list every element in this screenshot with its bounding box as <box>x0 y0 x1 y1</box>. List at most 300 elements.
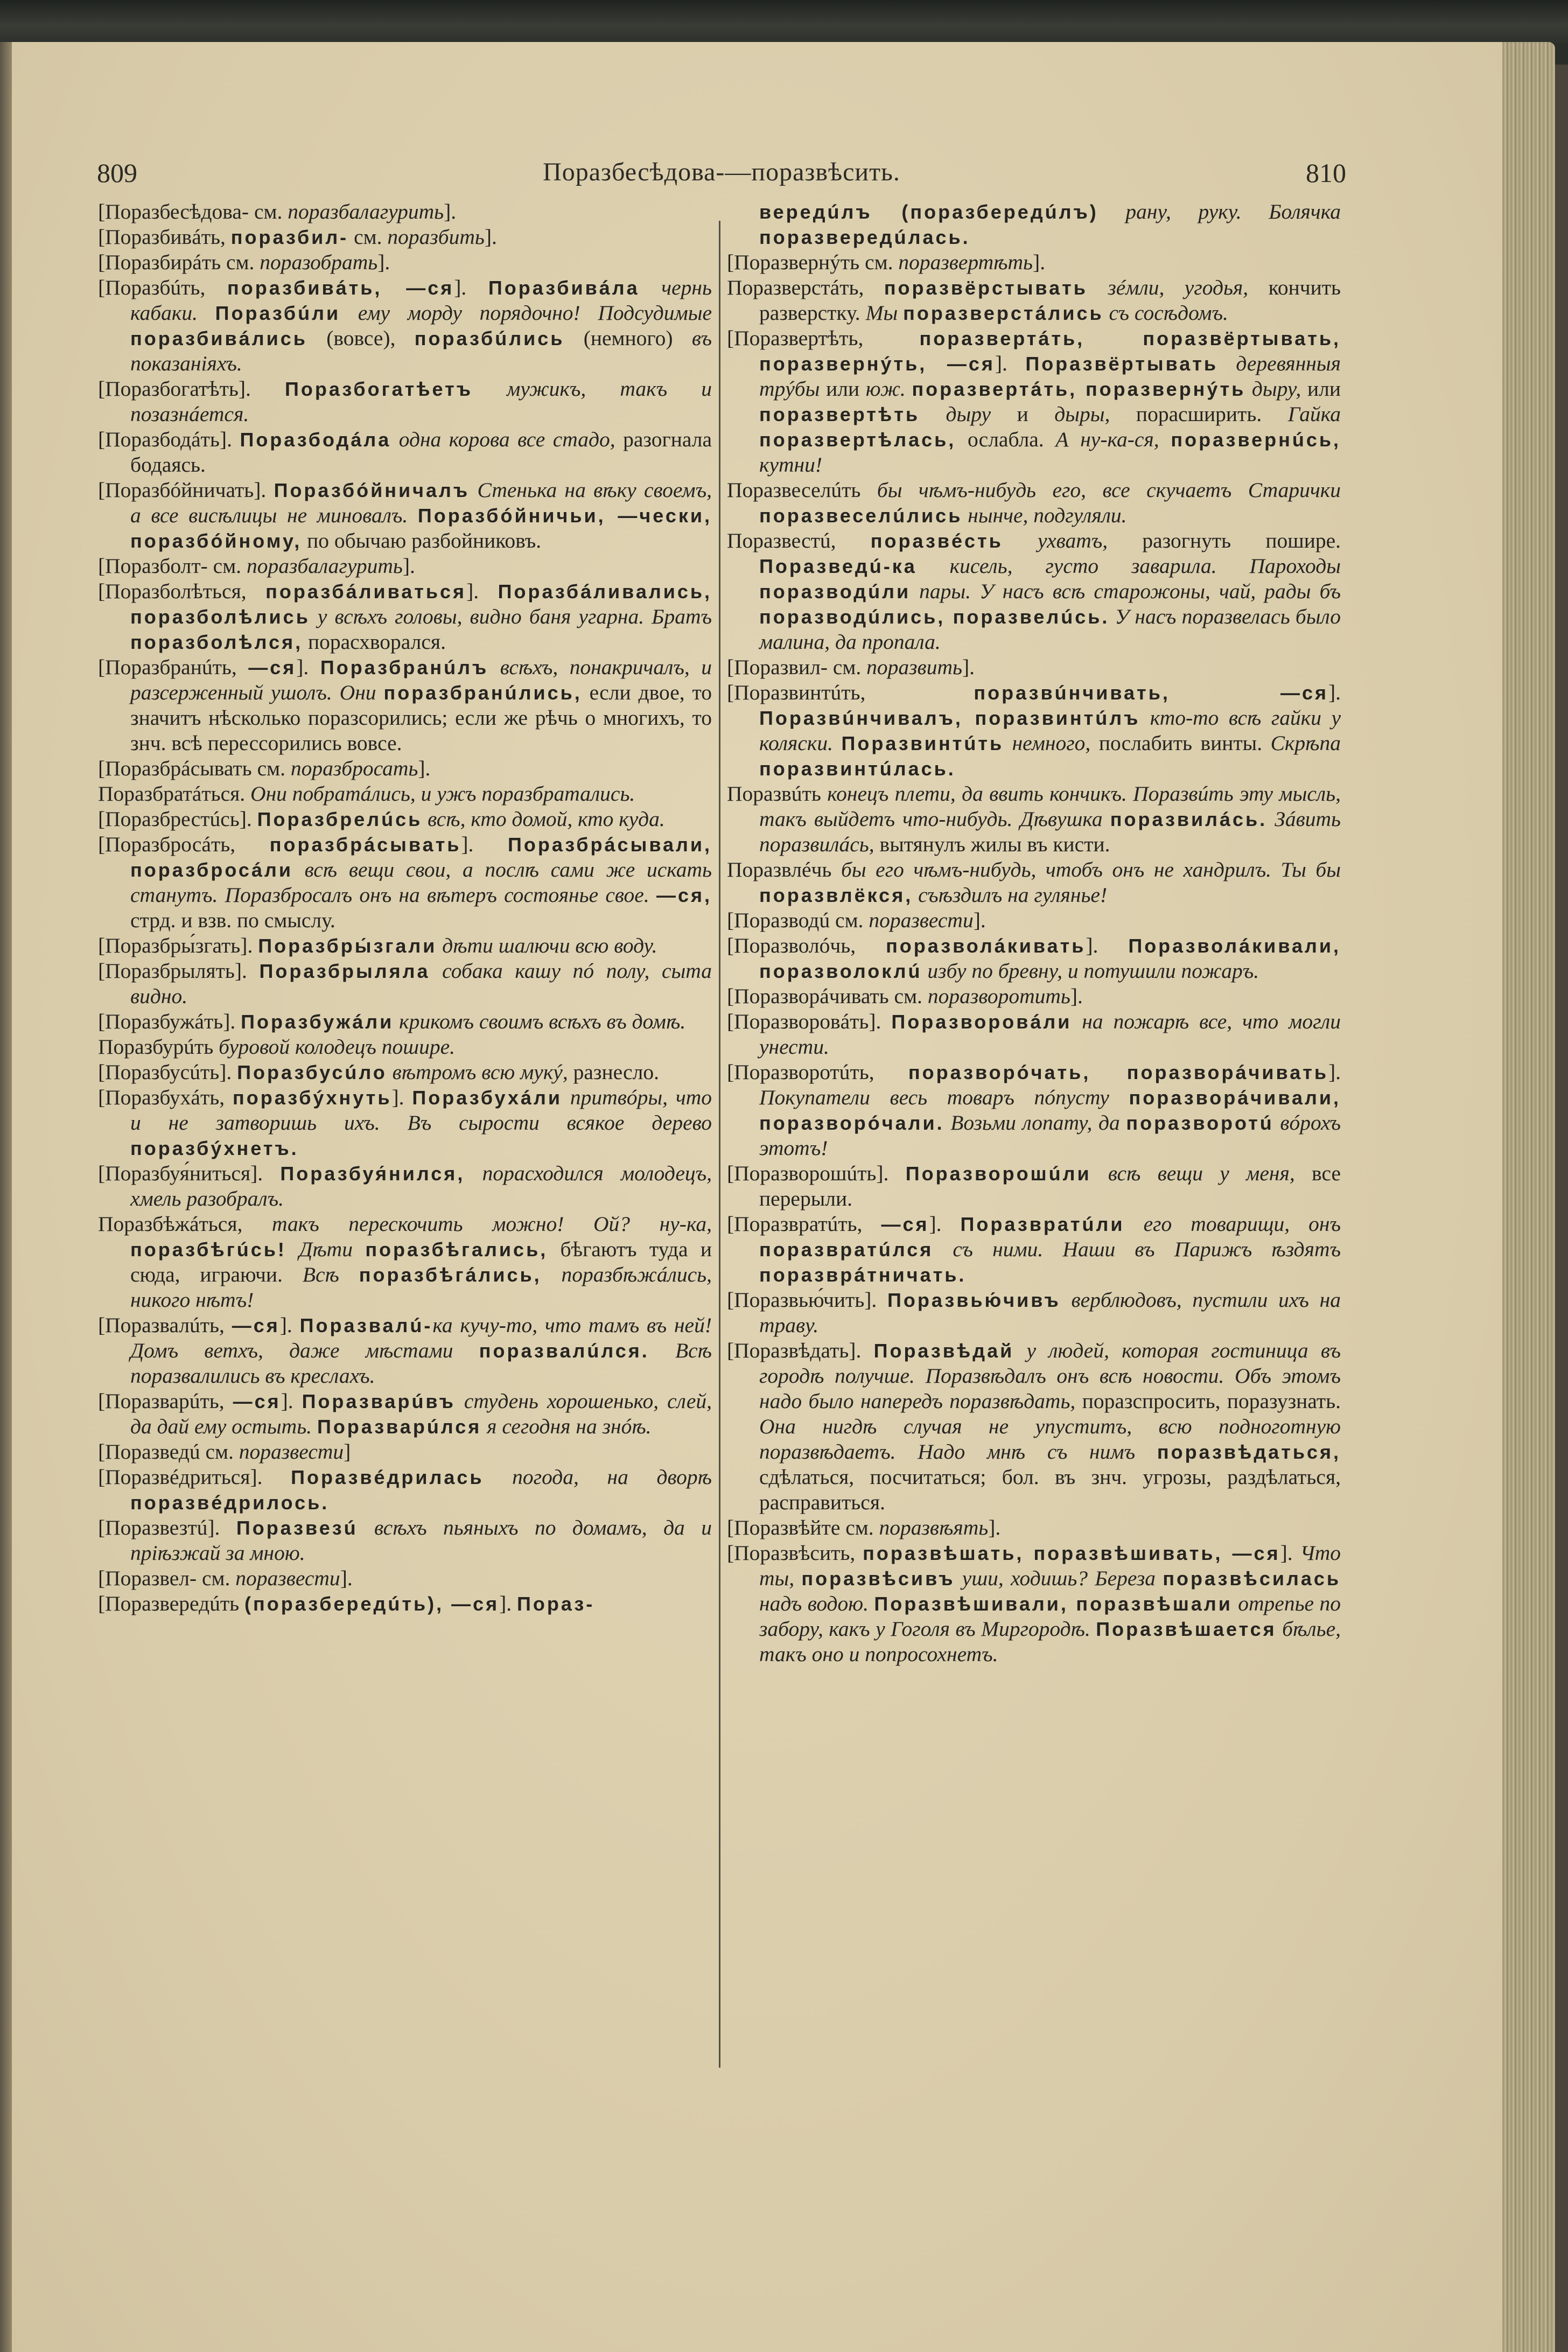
example-text: порасходился молодецъ, хмель разобралъ. <box>130 1161 712 1210</box>
gloss-text: бѣгаютъ туда и сюда, играючи. <box>130 1237 712 1286</box>
headword: [Поразвернýть <box>727 250 865 274</box>
word-form: Поразбужáли <box>241 1011 394 1033</box>
example-text: всѣ, кто домой, кто куда. <box>422 807 665 831</box>
example-text: уши, ходишь? Береза <box>955 1566 1163 1590</box>
example-text: поразбросать <box>290 757 418 780</box>
example-text: всѣ вещи свои, а послѣ сами же искать станутъ. Поразбросалъ онъ на вѣтеръ состоянье свое. <box>130 858 712 907</box>
example-text: поразбалагурить <box>246 554 403 578</box>
headword: [Поразвéдриться]. <box>98 1465 291 1489</box>
example-text: избу по бревну, и потушили пожаръ. <box>922 959 1259 983</box>
gloss-text: разогнала бодаясь. <box>130 428 712 477</box>
gloss-text: см. <box>835 908 869 932</box>
word-form: поразворóчать, поразворáчивать <box>908 1061 1328 1083</box>
gloss-text: ]. <box>391 1086 412 1109</box>
word-form: поразвертѣлась, <box>759 429 956 451</box>
example-text: Зáвить поразвилáсь, <box>759 807 1341 856</box>
gloss-text: ]. <box>461 832 508 856</box>
headword: [Поразвередúть <box>98 1592 245 1615</box>
headword: [Поразбухáть, <box>98 1086 233 1109</box>
example-text: ухватъ, <box>1003 529 1108 552</box>
dictionary-entry <box>98 478 712 554</box>
gloss-text: ]. <box>1033 250 1046 274</box>
dictionary-entry <box>727 1287 1341 1338</box>
example-text: съѣздилъ на гулянье! <box>913 883 1108 907</box>
word-form: Поразбóйничьи, —чески, поразбóйному, <box>130 505 712 552</box>
example-text: юж. <box>865 377 912 401</box>
headword: [Поразворошúть]. <box>727 1161 906 1185</box>
dictionary-entry <box>727 933 1341 984</box>
dictionary-entry <box>98 1465 712 1515</box>
example-text: дыру <box>919 402 991 426</box>
word-form: поразболѣлся, <box>130 631 303 653</box>
left-column <box>98 199 712 1616</box>
headword: [Поразбирáть <box>98 250 226 274</box>
headword: Поразвеселúть <box>727 478 877 502</box>
word-form: поразверстáлись <box>903 302 1104 324</box>
example-text: Стенька на вѣку своемъ, а все висѣлицы не миновалъ. <box>130 478 712 527</box>
gloss-text: стрд. и взв. по смыслу. <box>130 908 335 932</box>
dictionary-entry <box>727 1338 1341 1515</box>
word-form: Поразвѣшивали, поразвѣшали <box>874 1593 1233 1615</box>
gloss-text: см. <box>226 250 260 274</box>
word-form: Поразбрáсывали, поразбросáли <box>130 834 712 881</box>
word-form: (поразбередúть), —ся <box>244 1593 500 1615</box>
word-form: поразбѣгались, <box>365 1238 548 1261</box>
headword: [Поразбúть, <box>98 276 227 299</box>
dictionary-entry <box>727 199 1341 250</box>
dictionary-entry <box>98 807 712 832</box>
page-header <box>97 157 1346 195</box>
headword: [Поразвѣсить, <box>727 1541 863 1565</box>
scan-background-top <box>0 0 1568 43</box>
gloss-text: см. <box>213 554 247 578</box>
word-form: —ся <box>248 656 297 678</box>
headword: [Поразбогатѣть]. <box>98 377 285 401</box>
word-form: поразвёрстывать <box>884 277 1088 299</box>
example-text: конецъ плети, да ввить кончикъ. Поразвúть эту мысль, такъ выйдетъ что-нибудь. Дѣвушка <box>759 782 1341 831</box>
dictionary-entry <box>98 1161 712 1212</box>
example-text: Дѣти <box>286 1237 366 1261</box>
headword: [Поразбуя́ниться]. <box>98 1161 281 1185</box>
dictionary-entry <box>98 199 712 225</box>
dictionary-entry <box>98 1439 712 1465</box>
example-text: поразвѣять <box>879 1516 989 1539</box>
gloss-text: кончить разверстку. <box>759 276 1341 325</box>
example-text: его товарищи, онъ <box>1124 1212 1341 1236</box>
gloss-text: послабить винты. <box>1090 731 1271 755</box>
dictionary-entry <box>727 908 1341 933</box>
word-form: поразвертáть, поразвёртывать, поразвернýть, —ся <box>759 327 1341 375</box>
word-form: Поразвёртывать <box>1025 353 1219 375</box>
word-form: Поразвѣдай <box>873 1340 1014 1362</box>
word-form: —ся, <box>656 884 712 906</box>
gloss-text: см. <box>832 655 867 679</box>
example-text: всѣхъ, понакричалъ, и разсерженный ушолъ. Они <box>130 655 712 704</box>
dictionary-entry <box>727 528 1341 655</box>
word-form: поразвилáсь. <box>1110 808 1268 830</box>
gloss-text: или <box>820 377 866 401</box>
dictionary-entry <box>727 1161 1341 1212</box>
example-text: дѣти шалючи всю воду. <box>437 934 657 957</box>
headword: Поразвлéчь <box>727 858 841 881</box>
headword: Поразверстáть, <box>727 276 884 299</box>
example-text: я сегодня на знóѣ. <box>481 1415 652 1438</box>
example-text: мужикъ, такъ и позазнáется. <box>130 377 712 426</box>
example-text: Мы <box>865 301 904 325</box>
dictionary-entry <box>727 680 1341 781</box>
dictionary-entry <box>727 1515 1341 1541</box>
headword: Поразвестú, <box>727 529 871 552</box>
gloss-text: все перерыли. <box>759 1161 1341 1210</box>
gloss-text: если двое, то значитъ нѣсколько поразсорились; если же рѣчь о многихъ, то знч. всѣ перессорились вовсе. <box>130 681 712 755</box>
gloss-text: см. <box>205 1440 239 1464</box>
dictionary-entry <box>98 1515 712 1566</box>
gloss-text: ]. <box>454 276 488 299</box>
word-form: Поразвѣшается <box>1096 1618 1277 1640</box>
gloss-text: см. <box>865 250 899 274</box>
gloss-text: ]. <box>279 1313 300 1337</box>
example-text: Всѣ поразвалились въ креслахъ. <box>130 1339 712 1388</box>
headword: [Поразбрáсывать <box>98 757 257 780</box>
book-gutter-edge <box>0 42 13 2352</box>
example-text: поразвести <box>235 1566 340 1590</box>
example-text: Покупатели весь товаръ пóпусту <box>759 1086 1129 1109</box>
gloss-text: ]. <box>377 250 390 274</box>
example-text: поразбалагурить <box>288 200 444 223</box>
dictionary-entry <box>727 326 1341 478</box>
dictionary-entry <box>727 1212 1341 1287</box>
example-text: всѣ вещи у меня, <box>1091 1161 1295 1185</box>
dictionary-entry <box>98 756 712 781</box>
example-text: студень хорошенько, слей, да дай ему остыть. <box>130 1389 712 1438</box>
word-form: Поразбáливались, поразболѣлись <box>130 580 712 628</box>
word-form: поразводúли <box>759 580 911 603</box>
headword: [Поразвѣдать]. <box>727 1339 874 1362</box>
word-form: Поразвратúли <box>960 1213 1125 1235</box>
headword: [Поразбрылять]. <box>98 959 260 983</box>
example-text: въ показаніяхъ. <box>130 326 712 375</box>
word-form: поразвалúлся. <box>479 1340 649 1362</box>
headword: [Поразбры́згать]. <box>98 934 258 957</box>
gloss-text: ]. <box>340 1566 353 1590</box>
headword: [Поразболѣться, <box>98 579 266 603</box>
headword: Поразвúть <box>727 782 828 806</box>
dictionary-entry <box>98 958 712 1009</box>
headword: [Поразбóйничать]. <box>98 478 274 502</box>
word-form: поразвертáть, поразвернýть <box>912 378 1246 400</box>
example-text: кутни! <box>759 453 823 477</box>
word-form: поразвернúсь, <box>1171 429 1341 451</box>
dictionary-entry <box>98 225 712 250</box>
right-column <box>727 199 1341 1667</box>
word-form: поразводúлись, поразвелúсь. <box>759 606 1110 628</box>
word-form: Поразбогатѣетъ <box>285 378 473 400</box>
word-form: Поразведú-ка <box>759 555 917 577</box>
gloss-text: ]. <box>929 1212 961 1236</box>
word-form: Поразбухáли <box>412 1087 562 1109</box>
word-form: Поразбивáла <box>488 277 640 299</box>
page-stack-edge <box>1501 42 1555 2352</box>
gloss-text: ]. <box>962 655 975 679</box>
dictionary-entry <box>98 1389 712 1439</box>
word-form: поразбáливаться <box>265 580 467 603</box>
dictionary-entry <box>98 1212 712 1313</box>
example-text: на пожарѣ все, что могли унести. <box>759 1010 1341 1059</box>
dictionary-entry <box>727 1541 1341 1667</box>
headword: [Поразвезтú]. <box>98 1516 236 1539</box>
gloss-text: ослабла. <box>956 428 1056 451</box>
headword: Поразбурúть <box>98 1035 219 1059</box>
headword: [Поразводú <box>727 908 836 932</box>
gloss-text: см. <box>257 757 291 780</box>
headword: [Поразбросáть, <box>98 832 270 856</box>
dictionary-entry <box>98 655 712 756</box>
headword: [Поразвратúть, <box>727 1212 881 1236</box>
example-text: Всѣ <box>302 1263 359 1286</box>
word-form: поразбивáть, —ся <box>227 277 454 299</box>
word-form: поразвередúлась. <box>759 226 970 248</box>
gloss-text: и <box>991 402 1055 426</box>
word-form: поразбúлись <box>414 327 565 349</box>
example-text: отрепье по забору, какъ у Гоголя въ Миргородѣ. <box>759 1592 1341 1641</box>
gloss-text: или <box>1301 377 1341 401</box>
headword: [Поразворовáть]. <box>727 1010 892 1033</box>
word-form: поразвѣшать, поразвѣшивать, —ся <box>863 1542 1280 1564</box>
example-text: рану, руку. Болячка <box>1098 200 1341 223</box>
word-form: Поразвью́чивъ <box>887 1289 1061 1311</box>
gloss-text: ]. <box>296 655 320 679</box>
headword: [Поразболт- <box>98 554 213 578</box>
page-number-left: 809 <box>97 158 137 188</box>
example-text: поразвертѣть <box>898 250 1033 274</box>
example-text: поразобрать <box>260 250 378 274</box>
word-form: поразбѣгúсь! <box>130 1238 286 1261</box>
word-form: поразбýхнетъ. <box>130 1137 299 1159</box>
gloss-text: ]. <box>1328 681 1341 704</box>
gloss-text: см. <box>845 1516 879 1539</box>
gloss-text: порасхворался. <box>303 630 446 654</box>
example-text: Она нигдѣ случая не упуститъ, всю подноготную поразвѣдаетъ. Надо мнѣ съ нимъ <box>759 1415 1341 1464</box>
gloss-text: ]. <box>1280 1541 1300 1565</box>
example-text: дыры, <box>1054 402 1110 426</box>
word-form: Поразвезú <box>236 1517 358 1539</box>
example-text: бѣлье, такъ оно и попросохнетъ. <box>759 1617 1341 1666</box>
gloss-text: вытянулъ жилы въ кисти. <box>874 832 1110 856</box>
dictionary-entry <box>98 832 712 933</box>
example-text: поразбить <box>387 225 485 249</box>
gloss-text: ]. <box>484 225 497 249</box>
column-divider <box>719 221 720 2068</box>
word-form: Поразбуя́нился, <box>280 1163 465 1185</box>
headword: [Поразбрестúсь]. <box>98 807 257 831</box>
word-form: поразвéсть <box>870 530 1003 552</box>
gloss-text: ]. <box>281 1389 302 1413</box>
word-form: —ся <box>881 1213 929 1235</box>
dictionary-entry <box>98 376 712 427</box>
word-form: Поразбодáла <box>240 429 391 451</box>
example-text: притвóры, что и не затворишь ихъ. Въ сырости всякое дерево <box>130 1086 712 1135</box>
dictionary-entry <box>98 781 712 807</box>
headword: [Поразбужáть]. <box>98 1010 241 1033</box>
example-text: нынче, подгуляли. <box>962 503 1127 527</box>
gloss-text: ]. <box>988 1516 1001 1539</box>
dictionary-entry <box>727 1009 1341 1060</box>
example-text: у людей, которая гостиница въ городѣ получше. Поразвѣдалъ онъ всѣ новости. Объ этомъ надо было напередъ поразвѣдать, <box>759 1339 1341 1413</box>
word-form: Поразбусúло <box>237 1061 387 1083</box>
dictionary-entry <box>727 655 1341 680</box>
example-text: Возьми лопату, да <box>944 1111 1126 1135</box>
headword: [Поразвалúть, <box>98 1313 232 1337</box>
example-text: крикомъ своимъ всѣхъ въ домѣ. <box>394 1010 686 1033</box>
word-form: Поразбранúлъ <box>320 656 489 678</box>
word-form: Поразбры́згали <box>258 935 437 957</box>
page-number-right: 810 <box>1306 158 1346 188</box>
word-form: Поразбóйничалъ <box>274 479 470 501</box>
example-text: собака кашу пó полу, сыта видно. <box>130 959 712 1008</box>
headword: [Поразбесѣдова- <box>98 200 254 223</box>
dictionary-entry <box>98 1566 712 1591</box>
gloss-text: см. <box>348 225 388 249</box>
word-form: Поразвалú- <box>299 1314 433 1336</box>
example-text: деревянныя трýбы <box>759 352 1341 401</box>
word-form: поразвинтúлась. <box>759 758 956 780</box>
dictionary-entry <box>727 1060 1341 1161</box>
word-form: поразворáчивали, поразворóчали. <box>759 1087 1341 1134</box>
word-form: Поразволáкивали, поразволоклú <box>759 935 1341 982</box>
dictionary-entry <box>727 857 1341 908</box>
gloss-text: см. <box>202 1566 236 1590</box>
gloss-text: сдѣлаться, посчитаться; бол. въ знч. угрозы, раздѣлаться, расправиться. <box>759 1465 1341 1514</box>
word-form: поразвúнчивать, —ся <box>974 682 1328 704</box>
word-form: Пораз- <box>517 1593 595 1615</box>
headword: Поразбратáться. <box>98 782 251 806</box>
gloss-text: см. <box>894 984 928 1008</box>
word-form: поразвеселúлись <box>759 505 963 527</box>
word-form: поразвéдрилось. <box>130 1492 330 1514</box>
example-text: У насъ поразвелась было малина, да пропала. <box>759 605 1341 654</box>
headword: [Поразворотúть, <box>727 1060 908 1084</box>
headword: [Поразволóчь, <box>727 934 886 957</box>
dictionary-entry <box>98 275 712 376</box>
word-form: Поразворошúли <box>905 1163 1091 1185</box>
word-form: Поразбрыляла <box>259 960 430 982</box>
dictionary-entry <box>98 1313 712 1389</box>
gloss-text: разнесло. <box>568 1060 660 1084</box>
example-text: кто-то всѣ гайки у коляски. <box>759 706 1341 755</box>
word-form: поразбýхнуть <box>233 1087 392 1109</box>
example-text: надъ водою. <box>759 1592 874 1615</box>
example-text: немного, <box>1004 731 1091 755</box>
example-text: съ ними. Наши въ Парижъ ѣздятъ <box>933 1237 1341 1261</box>
example-text: пары. У насъ всѣ старожоны, чай, рады бъ <box>911 579 1341 603</box>
example-text: такъ перескочить можно! Ой? ну-ка, <box>271 1212 712 1236</box>
headword: [Поразварúть, <box>98 1389 233 1413</box>
word-form: поразвѣсилась <box>1163 1567 1341 1590</box>
headword: [Поразвѣйте <box>727 1516 846 1539</box>
headword: [Поразвью́чить]. <box>727 1288 888 1312</box>
gloss-text: поразспросить, поразузнать. <box>1075 1389 1341 1413</box>
example-text: А ну-ка-ся, <box>1055 428 1171 451</box>
headword: Поразбѣжáться, <box>98 1212 272 1236</box>
example-text: зéмли, угодья, <box>1087 276 1249 299</box>
word-form: вередúлъ (поразбередúлъ) <box>759 201 1098 223</box>
example-text: у всѣхъ головы, видно баня угарна. Братъ <box>310 605 712 628</box>
example-text: бы его чѣмъ-нибудь, чтобъ онъ не хандрилъ. Ты бы <box>841 858 1341 881</box>
word-form: поразвѣдаться, <box>1157 1441 1341 1463</box>
headword: [Поразвел- <box>98 1566 202 1590</box>
gloss-text: см. <box>254 200 288 223</box>
example-text: ему морду порядочно! Подсудимые <box>340 301 712 325</box>
word-form: поразбивáлись <box>130 327 307 349</box>
word-form: Поразвúнчивалъ, поразвинтúлъ <box>759 707 1140 729</box>
dictionary-entry <box>98 1085 712 1161</box>
dictionary-entry <box>98 427 712 478</box>
headword: [Поразбодáть]. <box>98 428 240 451</box>
gloss-text: ]. <box>1070 984 1083 1008</box>
dictionary-entry <box>98 1060 712 1085</box>
example-text: Гайка <box>1287 402 1341 426</box>
word-form: Поразворовáли <box>891 1011 1072 1033</box>
headword: [Поразворáчивать <box>727 984 894 1008</box>
word-form: поразбѣгáлись, <box>359 1264 542 1286</box>
gloss-text: (вовсе), <box>307 326 415 350</box>
gloss-text: (немного) <box>564 326 692 350</box>
example-text: поразбѣжáлись, никого нѣтъ! <box>130 1263 712 1312</box>
word-form: —ся <box>232 1314 280 1336</box>
headword: [Поразведú <box>98 1440 206 1464</box>
word-form: поразбрáсывать <box>269 834 461 856</box>
example-text: поразвести <box>869 908 974 932</box>
word-form: поразворотú <box>1126 1112 1274 1134</box>
dictionary-entry <box>727 275 1341 326</box>
gloss-text: ] <box>344 1440 351 1464</box>
word-form: поразвертѣть <box>759 403 920 425</box>
headword: [Поразвил- <box>727 655 833 679</box>
headword: [Поразвинтúть, <box>727 681 974 704</box>
gloss-text: ]. <box>973 908 986 932</box>
dictionary-entry <box>98 1009 712 1034</box>
gloss-text: разогнуть пошире. <box>1108 529 1341 552</box>
word-form: поразврáтничать. <box>759 1264 967 1286</box>
dictionary-entry <box>98 1591 712 1616</box>
word-form: Поразвинтúть <box>841 732 1004 754</box>
example-text: бы чѣмъ-нибудь его, все скучаетъ Старички <box>877 478 1341 502</box>
word-form: поразбил- <box>230 226 349 248</box>
dictionary-entry <box>98 554 712 579</box>
example-text: одна корова все стадо, <box>391 428 624 451</box>
word-form: поразвѣсивъ <box>801 1567 955 1590</box>
dictionary-entry <box>727 250 1341 275</box>
word-form: поразвлёкся, <box>759 884 913 906</box>
dictionary-entry <box>98 250 712 275</box>
word-form: поразвратúлся <box>759 1238 934 1261</box>
example-text: вóрохъ этотъ! <box>759 1111 1341 1160</box>
example-text: Что ты, <box>759 1541 1341 1590</box>
headword: [Поразвертѣть, <box>727 326 920 350</box>
word-form: Поразвéдрилась <box>291 1466 484 1488</box>
example-text: верблюдовъ, пустили ихъ на траву. <box>759 1288 1341 1337</box>
gloss-text: ]. <box>402 554 415 578</box>
dictionary-entry <box>727 478 1341 528</box>
gloss-text: ]. <box>444 200 457 223</box>
word-form: Поразварúлся <box>317 1416 482 1438</box>
word-form: Поразварúвъ <box>302 1390 456 1412</box>
example-text: Они побратáлись, и ужъ поразбратались. <box>250 782 635 806</box>
dictionary-entry <box>98 933 712 958</box>
example-text: всѣхъ пьяныхъ по домамъ, да и пріѣзжай за мною. <box>130 1516 712 1565</box>
word-form: поразбранúлись, <box>383 682 582 704</box>
gloss-text: ]. <box>995 352 1026 375</box>
